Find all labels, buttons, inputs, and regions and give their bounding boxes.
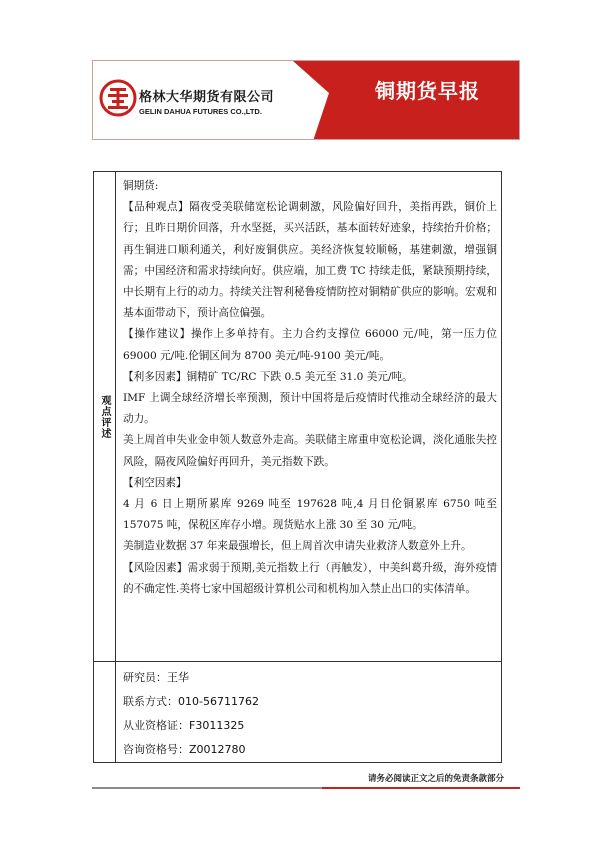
researcher-consult-id: 咨询资格号：Z0012780 bbox=[123, 743, 246, 756]
paragraph: 美制造业数据 37 年来最强增长，但上周首次申请失业救济人数意外上升。 bbox=[123, 540, 472, 553]
section-label: 观点评述 bbox=[99, 394, 110, 439]
paragraph: 【风险因素】需求弱于预期,美元指数上行（再触发），中美纠葛升级，海外疫情的不确定性.美将七家中国超级计算机公司和机构加入禁止出口的实体清单。 bbox=[123, 561, 497, 595]
paragraph: 4 月 6 日上期所累库 9269 吨至 197628 吨,4 月日伦铜累库 6750 吨至 157075 吨，保税区库存小增。现货贴水上涨 30 至 30 元/吨。 bbox=[123, 498, 497, 532]
company-name-en: GELIN DAHUA FUTURES CO.,LTD. bbox=[139, 107, 262, 116]
researcher-qualification: 从业资格证：F3011325 bbox=[123, 719, 245, 732]
paragraph: 铜期货: bbox=[123, 180, 159, 192]
paragraph: 美上周首申失业金申领人数意外走高。美联储主席重申宽松论调，淡化通胀失控风险，隔夜风险偏好再回升，美元指数下跌。 bbox=[123, 434, 497, 468]
paragraph: 【利空因素】 bbox=[123, 476, 187, 489]
section-label-cell bbox=[94, 172, 115, 661]
paragraph: IMF 上调全球经济增长率预测，预计中国将是后疫情时代推动全球经济的最大动力。 bbox=[123, 392, 497, 426]
paragraph: 【操作建议】操作上多单持有。主力合约支撑位 66000 元/吨，第一压力位 69000 元/吨.伦铜区间为 8700 美元/吨-9100 美元/吨。 bbox=[123, 328, 497, 362]
table-divider-horizontal bbox=[94, 661, 501, 662]
footer-rule-gray bbox=[92, 787, 322, 789]
paragraph: 【利多因素】铜精矿 TC/RC 下跌 0.5 美元至 31.0 美元/吨。 bbox=[123, 370, 413, 383]
header-banner bbox=[92, 60, 520, 140]
commentary-body bbox=[123, 176, 497, 600]
logo-icon bbox=[99, 79, 137, 117]
researcher-info bbox=[123, 666, 497, 762]
researcher-contact: 联系方式：010-56711762 bbox=[123, 695, 259, 708]
researcher-name: 研究员：王华 bbox=[123, 671, 189, 684]
table-divider-vertical bbox=[115, 172, 116, 762]
company-name-cn: 格林大华期货有限公司 bbox=[139, 90, 275, 105]
footer-rule-red bbox=[322, 787, 520, 789]
report-table bbox=[93, 171, 502, 763]
footer-disclaimer: 请务必阅读正文之后的免责条款部分 bbox=[368, 774, 505, 784]
report-title: 铜期货早报 bbox=[375, 79, 480, 103]
paragraph: 【品种观点】隔夜受美联储宽松论调刺激，风险偏好回升，美指再跌，铜价上行；且昨日期价回落，升水坚挺，买兴活跃，基本面转好迹象，持续抬升价格；再生铜进口顺利通关，利好废铜供应。美经济恢复较顺畅，基建刺激，增强铜需；中国经济和需求持续向好。供应端，加工费 TC 持续走低，紧缺预期持续，中长期有上行的动力。持续关注智利秘鲁疫情防控对铜精矿供应的影响。宏观和基本面带动下，预计高位偏强。 bbox=[123, 201, 497, 320]
